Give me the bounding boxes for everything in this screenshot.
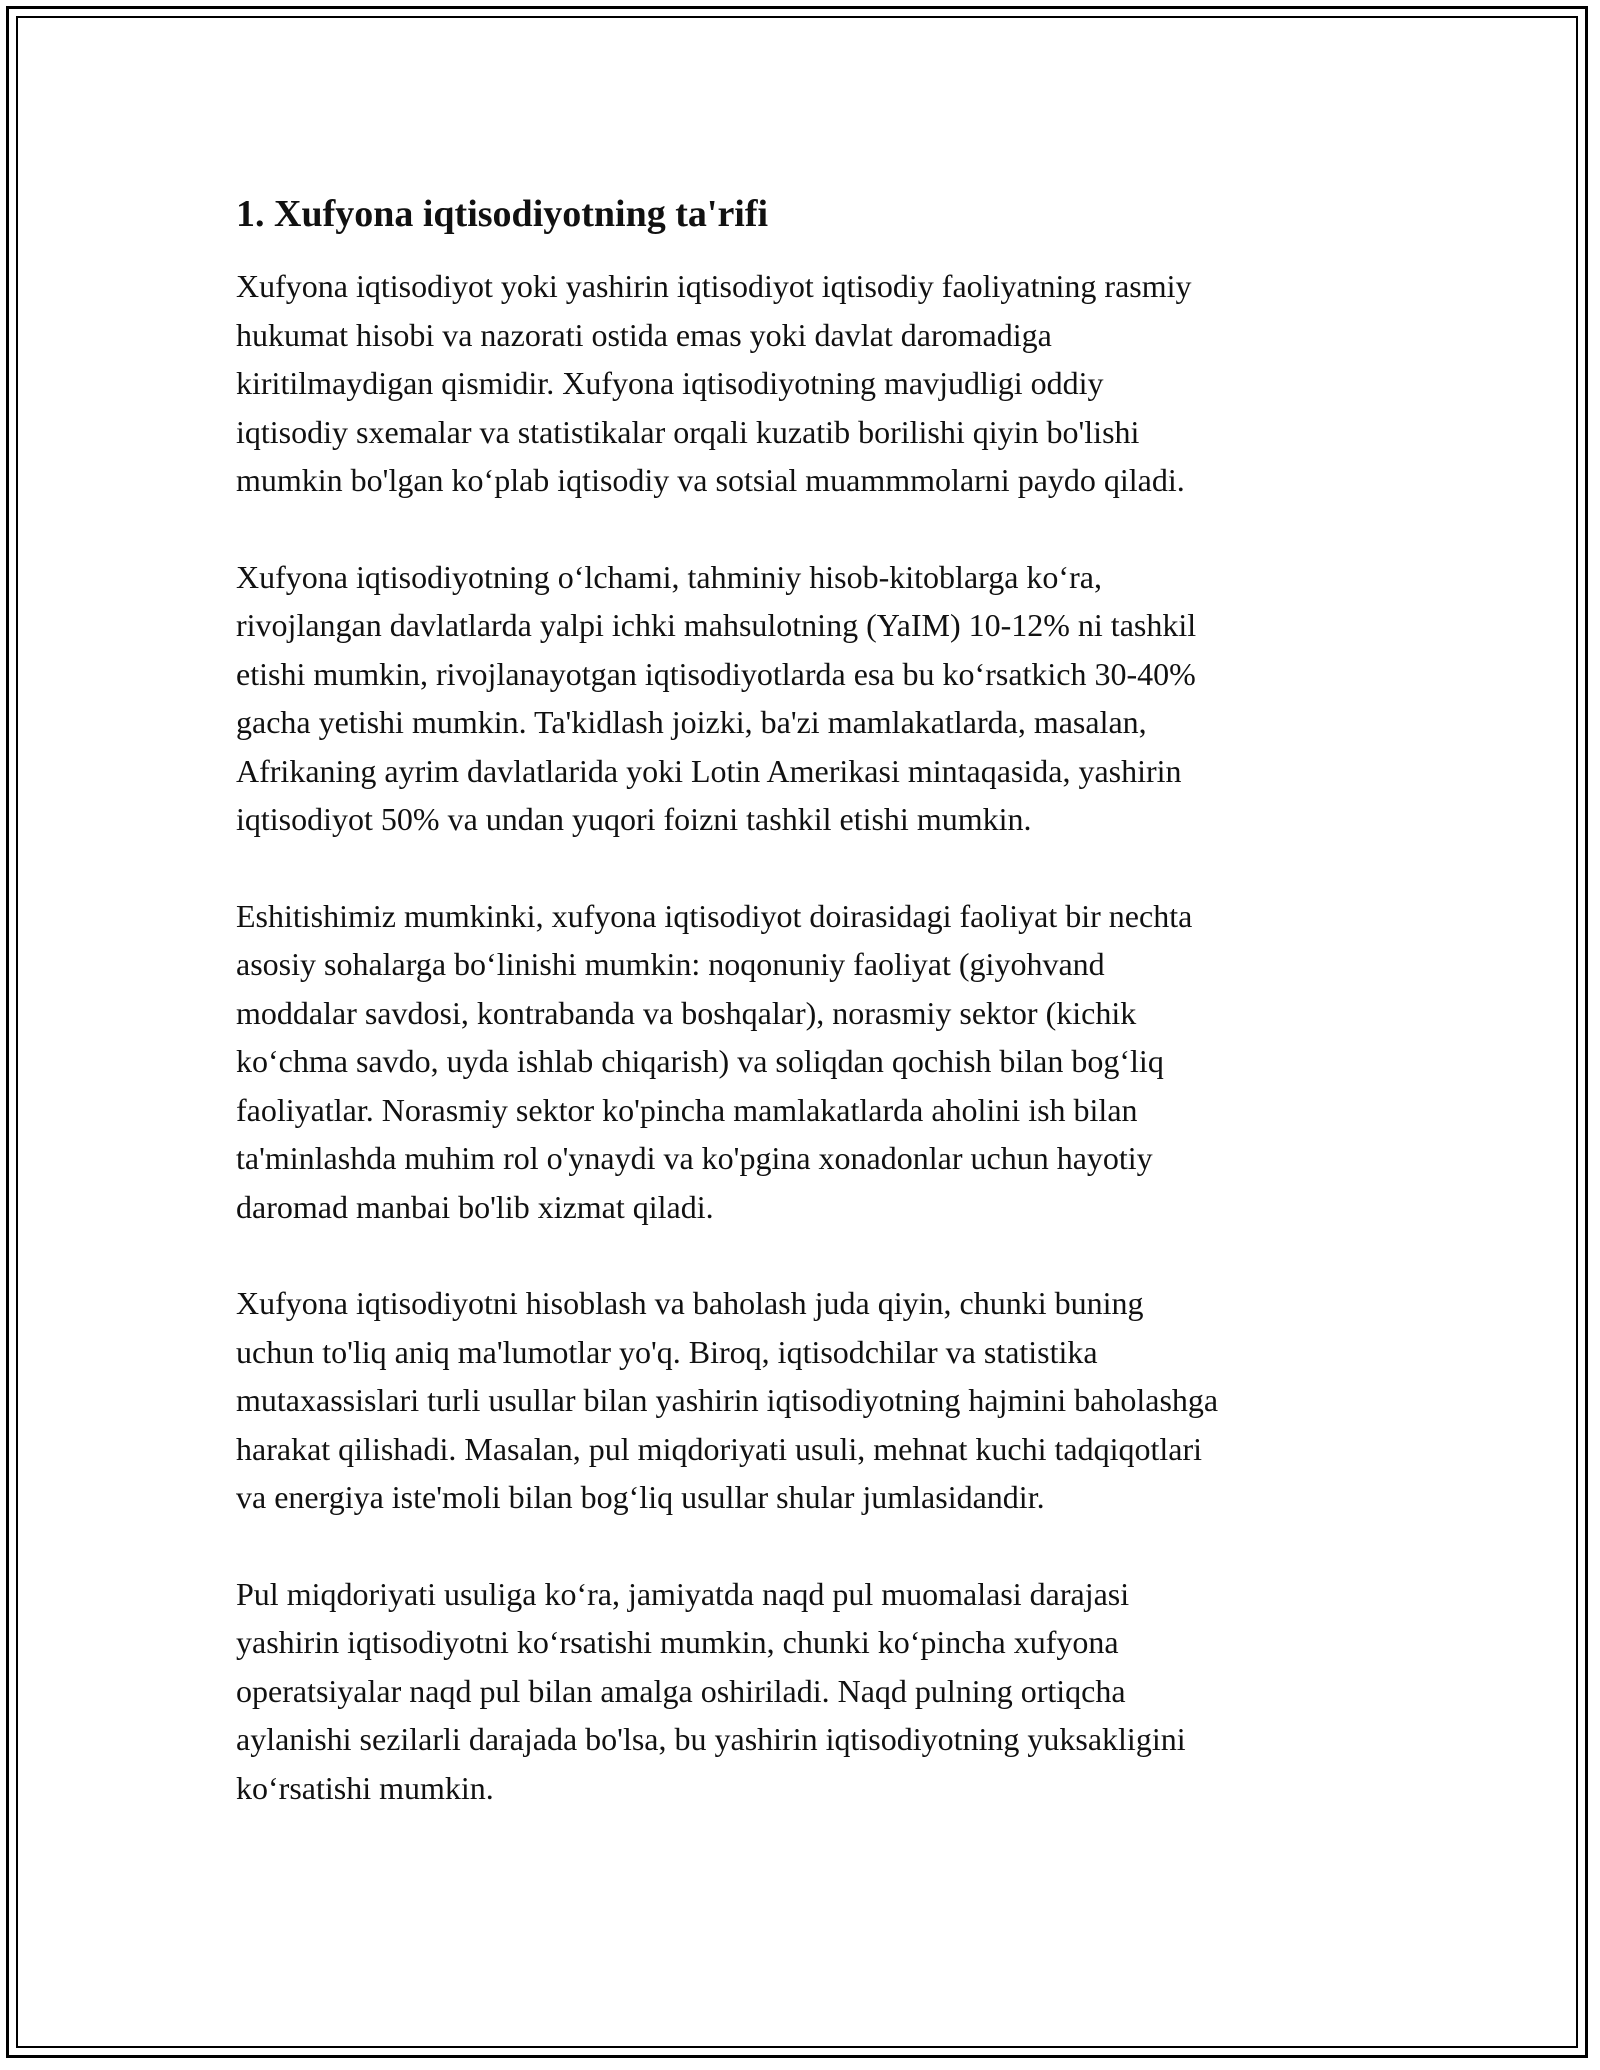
paragraph-line: moddalar savdosi, kontrabanda va boshqalar), norasmiy sektor (kichik xyxy=(236,994,1137,1031)
paragraph-4 xyxy=(236,1279,1366,1522)
paragraph-line: va energiya iste'moli bilan bogʻliq usullar shular jumlasidandir. xyxy=(236,1479,1045,1515)
paragraph-line: Xufyona iqtisodiyotning oʻlchami, tahminiy hisob-kitoblarga koʻra, xyxy=(236,558,1102,595)
paragraph-line: Eshitishimiz mumkinki, xufyona iqtisodiyot doirasidagi faoliyat bir nechta xyxy=(236,897,1193,934)
paragraph-line: ta'minlashda muhim rol o'ynaydi va ko'pgina xonadonlar uchun hayotiy xyxy=(236,1140,1153,1176)
paragraph-line: iqtisodiyot 50% va undan yuqori foizni tashkil etishi mumkin. xyxy=(236,801,1032,837)
paragraph-5 xyxy=(236,1570,1366,1813)
paragraph-line: hukumat hisobi va nazorati ostida emas yoki davlat daromadiga xyxy=(236,316,1052,353)
paragraph-line: daromad manbai bo'lib xizmat qiladi. xyxy=(236,1188,714,1225)
paragraph-line: Xufyona iqtisodiyot yoki yashirin iqtisodiyot iqtisodiy faoliyatning rasmiy xyxy=(236,268,1192,304)
paragraph-line: Afrikaning ayrim davlatlarida yoki Lotin Amerikasi mintaqasida, yashirin xyxy=(236,752,1182,789)
paragraph-line: Xufyona iqtisodiyotni hisoblash va baholash juda qiyin, chunki buning xyxy=(236,1285,1144,1321)
paragraph-line: gacha yetishi mumkin. Ta'kidlash joizki, ba'zi mamlakatlarda, masalan, xyxy=(236,704,1147,740)
paragraph-line: harakat qilishadi. Masalan, pul miqdoriyati usuli, mehnat kuchi tadqiqotlari xyxy=(236,1430,1203,1467)
paragraph-line: mumkin bo'lgan koʻplab iqtisodiy va sotsial muammmolarni paydo qiladi. xyxy=(236,462,1185,498)
paragraph-2 xyxy=(236,553,1366,844)
paragraph-line: faoliyatlar. Norasmiy sektor ko'pincha mamlakatlarda aholini ish bilan xyxy=(236,1091,1138,1128)
paragraph-line: operatsiyalar naqd pul bilan amalga oshiriladi. Naqd pulning ortiqcha xyxy=(236,1672,1126,1709)
paragraph-line: iqtisodiy sxemalar va statistikalar orqali kuzatib borilishi qiyin bo'lishi xyxy=(236,413,1140,450)
paragraph-3 xyxy=(236,892,1366,1232)
paragraph-line: koʻrsatishi mumkin. xyxy=(236,1769,494,1806)
paragraph-line: etishi mumkin, rivojlanayotgan iqtisodiyotlarda esa bu koʻrsatkich 30-40% xyxy=(236,655,1196,692)
section-heading: 1. Xufyona iqtisodiyotning ta'rifi xyxy=(236,193,769,235)
paragraph-line: aylanishi sezilarli darajada bo'lsa, bu yashirin iqtisodiyotning yuksakligini xyxy=(236,1721,1186,1757)
paragraph-line: koʻchma savdo, uyda ishlab chiqarish) va soliqdan qochish bilan bogʻliq xyxy=(236,1043,1164,1079)
paragraph-line: uchun to'liq aniq ma'lumotlar yo'q. Biroq, iqtisodchilar va statistika xyxy=(236,1333,1098,1370)
document-body xyxy=(236,186,1366,1860)
paragraph-line: yashirin iqtisodiyotni koʻrsatishi mumkin, chunki koʻpincha xufyona xyxy=(236,1624,1119,1660)
paragraph-line: kiritilmaydigan qismidir. Xufyona iqtisodiyotning mavjudligi oddiy xyxy=(236,365,1104,401)
paragraph-line: mutaxassislari turli usullar bilan yashirin iqtisodiyotning hajmini baholashga xyxy=(236,1382,1219,1418)
paragraph-line: asosiy sohalarga boʻlinishi mumkin: noqonuniy faoliyat (giyohvand xyxy=(236,946,1105,982)
paragraph-line: rivojlangan davlatlarda yalpi ichki mahsulotning (YaIM) 10-12% ni tashkil xyxy=(236,607,1197,643)
paragraph-line: Pul miqdoriyati usuliga koʻra, jamiyatda naqd pul muomalasi darajasi xyxy=(236,1575,1130,1612)
paragraph-1 xyxy=(236,262,1366,505)
